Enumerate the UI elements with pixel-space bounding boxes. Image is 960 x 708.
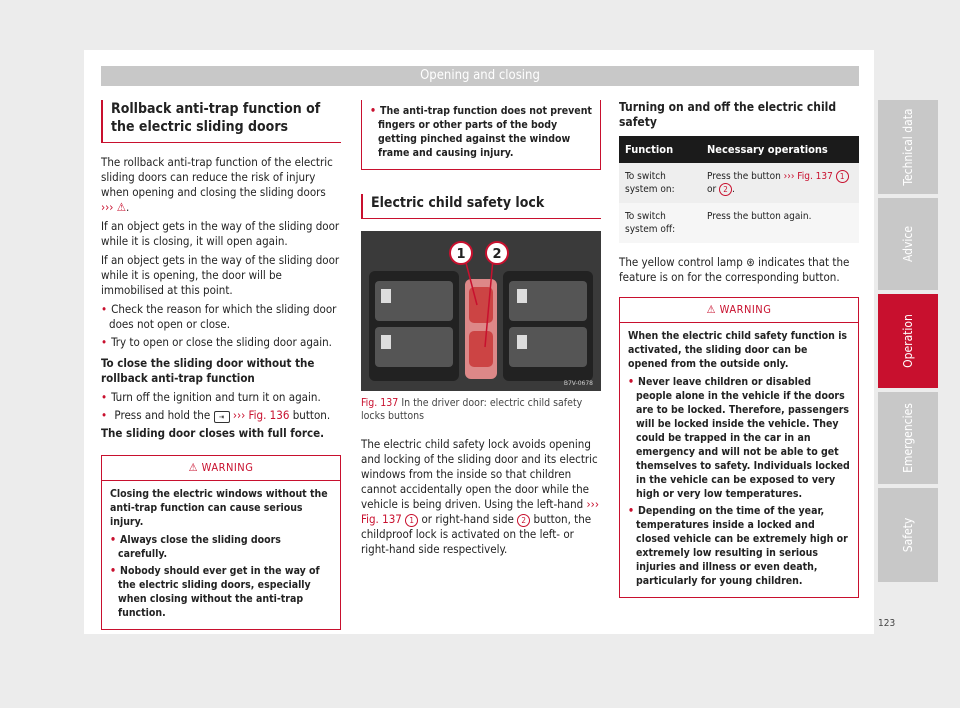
operations-table	[619, 136, 859, 243]
warning-triangle-icon: ⚠	[188, 461, 198, 474]
paragraph: If an object gets in the way of the sliding door while it is closing, it will open again.	[101, 219, 340, 248]
tab-safety[interactable]: Safety	[878, 488, 938, 582]
paragraph: The rollback anti-trap function of the electric sliding doors can reduce the risk of injury when opening and closing the sliding doors ››› ⚠.	[101, 155, 333, 214]
callout-1-badge: 1	[405, 514, 418, 527]
table-header-function: Function	[619, 136, 701, 163]
tab-operation[interactable]: Operation	[878, 294, 938, 388]
tab-advice[interactable]: Advice	[878, 198, 938, 290]
page-header: Opening and closing	[101, 66, 859, 86]
note-bold: The sliding door closes with full force.	[101, 426, 325, 440]
column-3	[619, 100, 859, 598]
child-lock-lamp-icon: ⊛	[746, 255, 755, 269]
warning-box-continued	[361, 100, 601, 170]
bullet-item: • The anti-trap function does not prevent fingers or other parts of the body getting pinched against the window frame and causing injury.	[370, 104, 592, 160]
tab-emergencies[interactable]: Emergencies	[878, 392, 938, 484]
bullet-item: • Turn off the ignition and turn it on again.	[101, 390, 341, 405]
table-row: To switch system on: Press the button ››› Fig. 137 1 or 2 .	[619, 163, 859, 203]
sliding-door-button-icon: ⇥	[214, 411, 230, 423]
column-2	[361, 100, 601, 561]
callout-2-badge: 2	[517, 514, 530, 527]
figure-link[interactable]: ››› Fig. 136	[232, 408, 290, 422]
table-title: Turning on and off the electric child safety	[619, 100, 837, 129]
cross-reference-link[interactable]: ›››	[101, 200, 114, 214]
bullet-item: • Never leave children or disabled people alone in the vehicle if the doors are to be locked. Therefore, passengers will be locked inside the vehicle. They could be trapped in the car in an emergency and will not be able to get themselves to safety. Individuals locked in the vehicle can be exposed to very high or very low temperatures.	[628, 375, 850, 501]
callout-2: 2	[492, 247, 502, 262]
bullet-item: • Always close the sliding doors carefully.	[110, 533, 332, 561]
figure-link[interactable]: ››› Fig. 137	[361, 497, 599, 526]
warning-triangle-icon: ⚠	[706, 303, 716, 316]
section-heading-child-lock: Electric child safety lock	[361, 194, 601, 219]
figure-link[interactable]: ››› Fig. 137	[783, 171, 833, 182]
page-number: 123	[878, 618, 896, 629]
figure-code: B7V-0678	[563, 380, 593, 387]
warning-header: ⚠ WARNING	[620, 298, 858, 323]
door-buttons-illustration	[361, 231, 601, 391]
callout-1: 1	[456, 247, 466, 262]
warning-box: ⚠ WARNING When the electric child safety function is activated, the sliding door can be opened from the outside only. • Never leave children or disabled people alone in the vehicle if the doors are to be locked. Therefore, passengers will be locked inside the vehicle. They could be trapped in the car in an emergency and will not be able to get themselves to safety. Individuals locked in the vehicle can be exposed to very high or very low temperatures. • Depending on the time of the year, temperatures inside a locked and closed vehicle can be extremely high or extremely low resulting in serious injuries and illness or even death, particularly for young children.	[619, 297, 859, 598]
bullet-item: • Check the reason for which the sliding door does not open or close.	[101, 302, 341, 332]
bullet-item: • Depending on the time of the year, temperatures inside a locked and closed vehicle can be extremely high or extremely low resulting in serious injuries and illness or even death, particularly for young children.	[628, 504, 850, 588]
paragraph: If an object gets in the way of the sliding door while it is opening, the door will be immobilised at this point.	[101, 253, 340, 297]
table-header-operations: Necessary operations	[701, 136, 859, 163]
subheading: To close the sliding door without the rollback anti-trap function	[101, 356, 315, 385]
column-1	[101, 100, 341, 630]
tab-technical-data[interactable]: Technical data	[878, 100, 938, 194]
figure-caption: Fig. 137 In the driver door: electric child safety locks buttons	[361, 397, 583, 422]
warning-triangle-icon: ⚠	[116, 200, 126, 214]
table-row: To switch system off: Press the button again.	[619, 203, 859, 243]
warning-header: ⚠ WARNING	[102, 456, 340, 481]
bullet-item: • Try to open or close the sliding door again.	[101, 335, 341, 350]
warning-box: ⚠ WARNING Closing the electric windows without the anti-trap function can cause serious injury. • Always close the sliding doors carefully. • Nobody should ever get in the way of the electric sliding doors, especially when closing without the anti-trap function.	[101, 455, 341, 630]
section-heading-rollback: Rollback anti-trap function of the electric sliding doors	[101, 100, 341, 143]
bullet-item: • Nobody should ever get in the way of the electric sliding doors, especially when closing without the anti-trap function.	[110, 564, 332, 620]
figure-137-image	[361, 231, 601, 391]
paragraph: The electric child safety lock avoids opening and locking of the sliding door and its electric windows from the inside so that children cannot accidentally open the door while the vehicle is being driven. Using the left-hand ››› Fig. 137 1 or right-hand side 2 button, the childproof lock is activated on the left- or right-hand side respectively.	[361, 437, 599, 556]
bullet-item: • Press and hold the ⇥ ››› Fig. 136 button.	[101, 408, 341, 423]
paragraph: The yellow control lamp ⊛ indicates that the feature is on for the corresponding button.	[619, 255, 850, 284]
